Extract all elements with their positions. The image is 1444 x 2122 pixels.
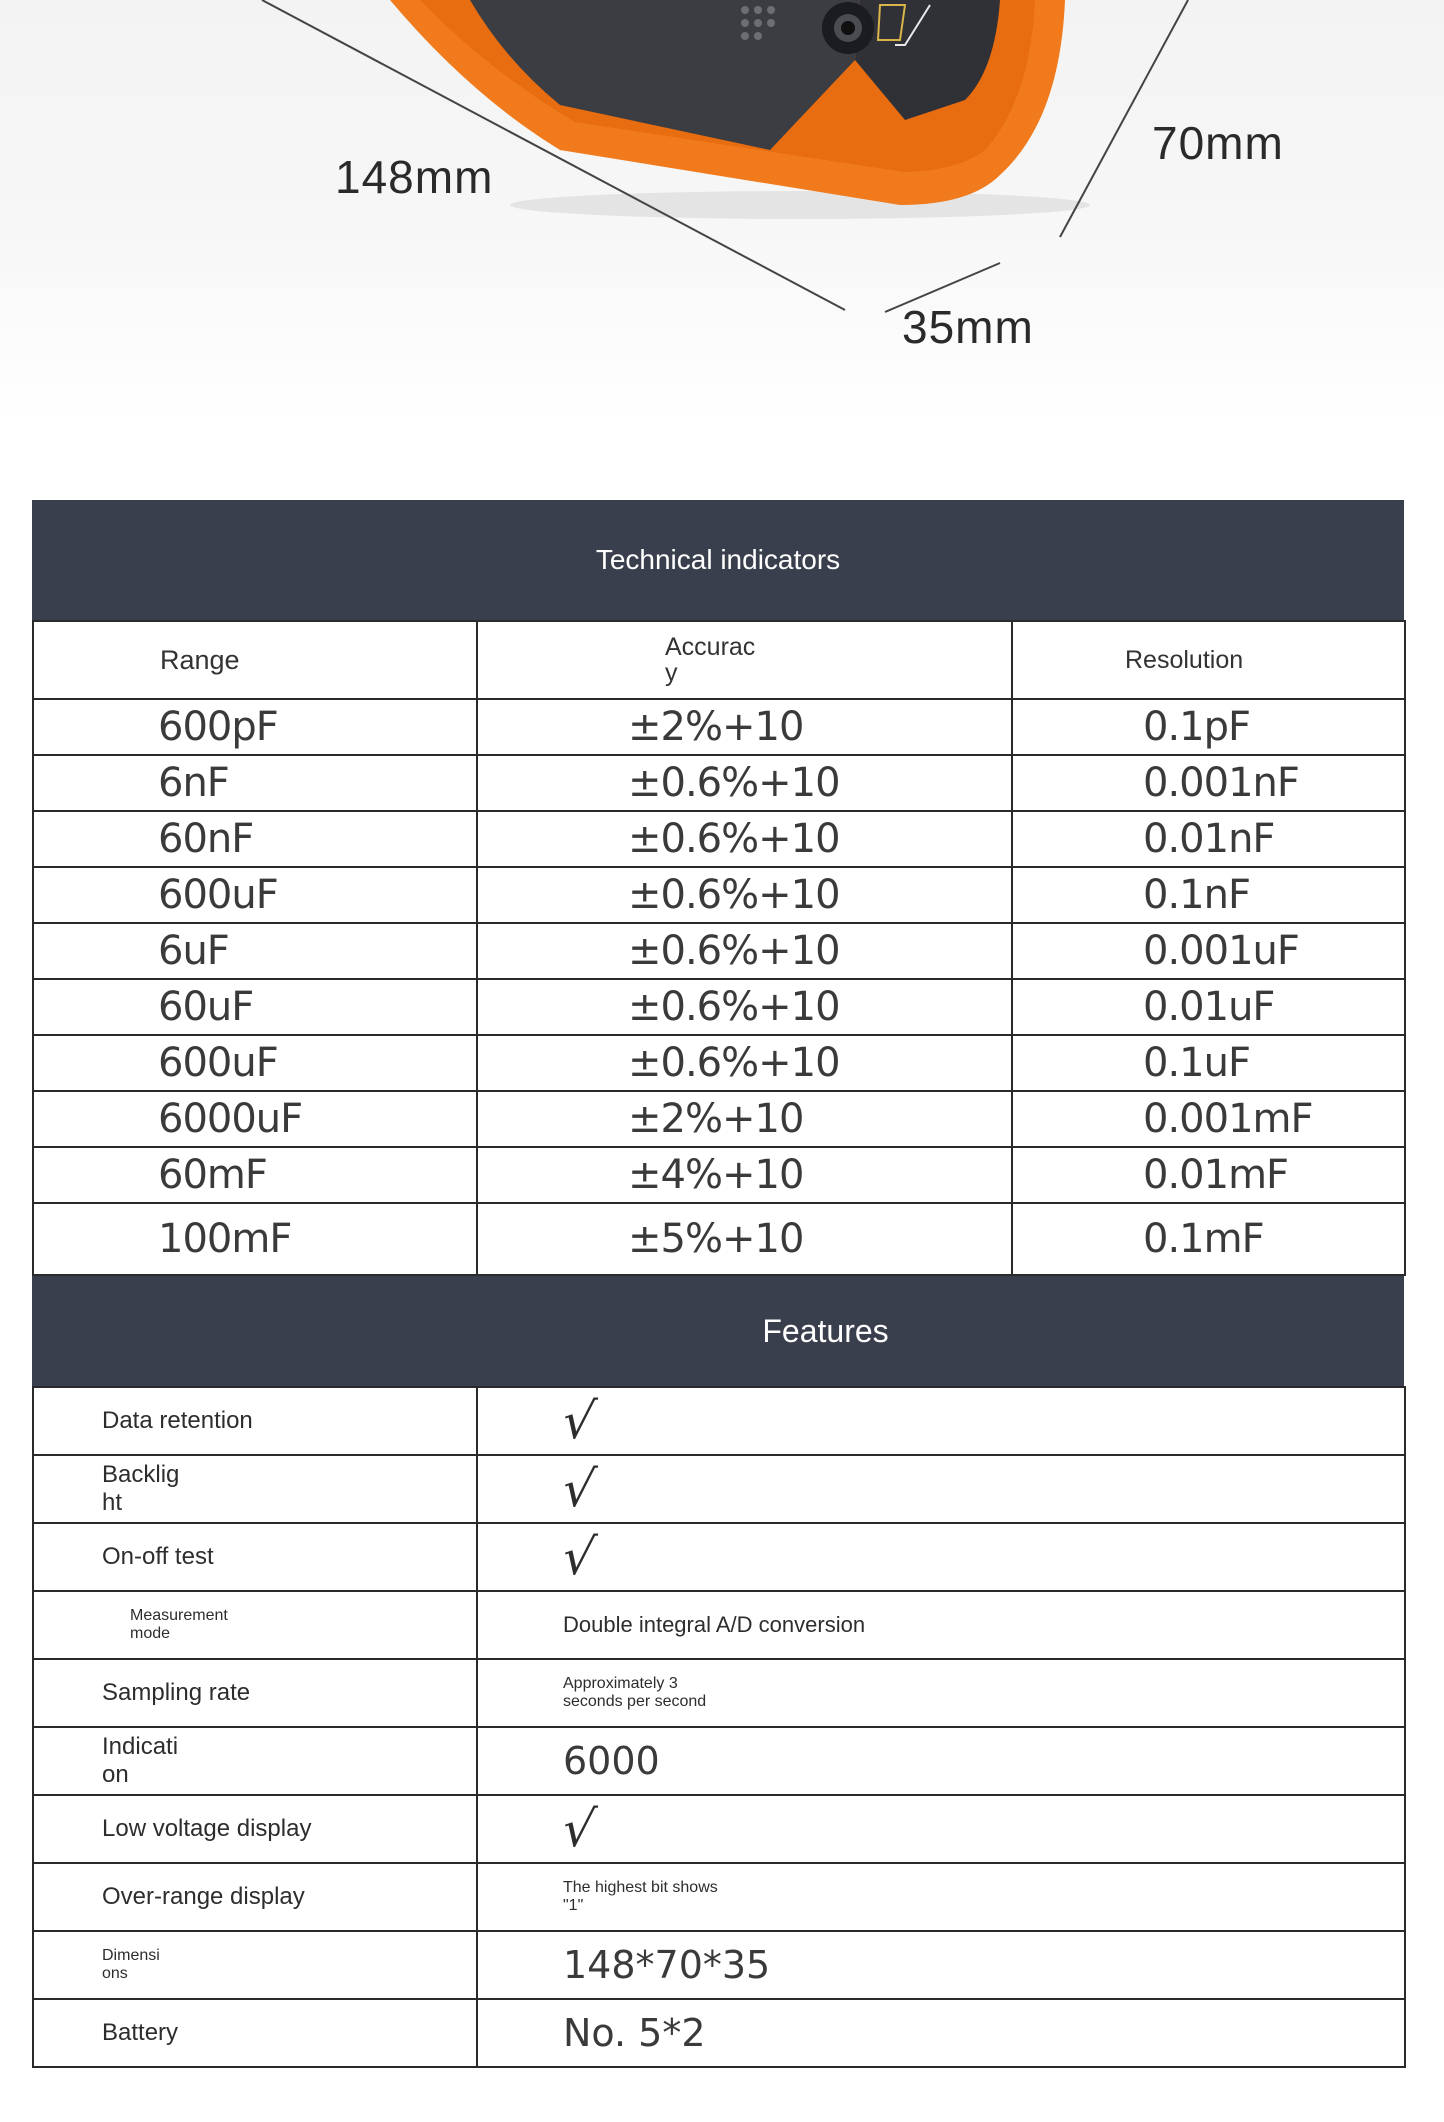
height-label: 70mm (1152, 117, 1284, 169)
feature-name: On-off test (33, 1523, 477, 1591)
feature-name: Low voltage display (33, 1795, 477, 1863)
accuracy-cell: ±2%+10 (477, 699, 1012, 755)
accuracy-cell: ±0.6%+10 (477, 1035, 1012, 1091)
feature-row (33, 1931, 1405, 1999)
feature-row (33, 1659, 1405, 1727)
feature-value: 148*70*35 (477, 1931, 1405, 1999)
range-cell: 60mF (33, 1147, 477, 1203)
range-cell: 6uF (33, 923, 477, 979)
column-header-range: Range (33, 621, 477, 699)
features-title: Features (762, 1312, 889, 1349)
technical-indicators-table (32, 620, 1406, 1276)
feature-row (33, 1523, 1405, 1591)
feature-row (33, 1591, 1405, 1659)
feature-name: Measurement mode (33, 1591, 477, 1659)
table-header-row (33, 621, 1405, 699)
length-label: 148mm (335, 151, 494, 203)
range-cell: 60nF (33, 811, 477, 867)
feature-name: Sampling rate (33, 1659, 477, 1727)
feature-row (33, 1455, 1405, 1523)
feature-value: Double integral A/D conversion (477, 1591, 1405, 1659)
table-row (33, 979, 1405, 1035)
resolution-cell: 0.01nF (1012, 811, 1405, 867)
table-row (33, 699, 1405, 755)
range-cell: 600pF (33, 699, 477, 755)
feature-row (33, 1727, 1405, 1795)
feature-value: No. 5*2 (477, 1999, 1405, 2067)
resolution-cell: 0.1nF (1012, 867, 1405, 923)
resolution-cell: 0.01mF (1012, 1147, 1405, 1203)
resolution-cell: 0.1uF (1012, 1035, 1405, 1091)
feature-check-icon: √ (477, 1387, 1405, 1455)
table-row (33, 1091, 1405, 1147)
range-cell: 100mF (33, 1203, 477, 1275)
accuracy-cell: ±5%+10 (477, 1203, 1012, 1275)
accuracy-cell: ±0.6%+10 (477, 923, 1012, 979)
accuracy-cell: ±4%+10 (477, 1147, 1012, 1203)
accuracy-cell: ±0.6%+10 (477, 755, 1012, 811)
resolution-cell: 0.01uF (1012, 979, 1405, 1035)
column-header-resolution: Resolution (1012, 621, 1405, 699)
feature-check-icon: √ (477, 1455, 1405, 1523)
table-row (33, 867, 1405, 923)
feature-value: 6000 (477, 1727, 1405, 1795)
feature-name: Data retention (33, 1387, 477, 1455)
feature-row (33, 1999, 1405, 2067)
feature-name: Indicati on (33, 1727, 477, 1795)
feature-row (33, 1795, 1405, 1863)
range-cell: 6nF (33, 755, 477, 811)
resolution-cell: 0.001mF (1012, 1091, 1405, 1147)
features-table (32, 1386, 1406, 2068)
range-cell: 600uF (33, 867, 477, 923)
range-cell: 6000uF (33, 1091, 477, 1147)
technical-indicators-title: Technical indicators (595, 544, 841, 575)
table-row (33, 755, 1405, 811)
feature-row (33, 1387, 1405, 1455)
feature-check-icon: √ (477, 1523, 1405, 1591)
table-row (33, 1035, 1405, 1091)
spec-sheet (32, 500, 1404, 2068)
feature-name: Dimensi ons (33, 1931, 477, 1999)
resolution-cell: 0.1mF (1012, 1203, 1405, 1275)
range-cell: 600uF (33, 1035, 477, 1091)
accuracy-cell: ±0.6%+10 (477, 867, 1012, 923)
product-dimension-photo (0, 0, 1444, 420)
range-cell: 60uF (33, 979, 477, 1035)
table-row (33, 1203, 1405, 1275)
technical-indicators-header (32, 500, 1404, 620)
table-row (33, 923, 1405, 979)
features-header (32, 1276, 1404, 1386)
feature-name: Battery (33, 1999, 477, 2067)
feature-check-icon: √ (477, 1795, 1405, 1863)
accuracy-cell: ±2%+10 (477, 1091, 1012, 1147)
feature-name: Backlig ht (33, 1455, 477, 1523)
table-row (33, 811, 1405, 867)
feature-row (33, 1863, 1405, 1931)
feature-value: Approximately 3 seconds per second (477, 1659, 1405, 1727)
device-illustration (0, 0, 1444, 420)
accuracy-cell: ±0.6%+10 (477, 979, 1012, 1035)
depth-label: 35mm (902, 301, 1034, 353)
resolution-cell: 0.001nF (1012, 755, 1405, 811)
feature-value: The highest bit shows "1" (477, 1863, 1405, 1931)
feature-name: Over-range display (33, 1863, 477, 1931)
table-row (33, 1147, 1405, 1203)
accuracy-cell: ±0.6%+10 (477, 811, 1012, 867)
column-header-accuracy: Accurac y (477, 621, 1012, 699)
resolution-cell: 0.001uF (1012, 923, 1405, 979)
resolution-cell: 0.1pF (1012, 699, 1405, 755)
